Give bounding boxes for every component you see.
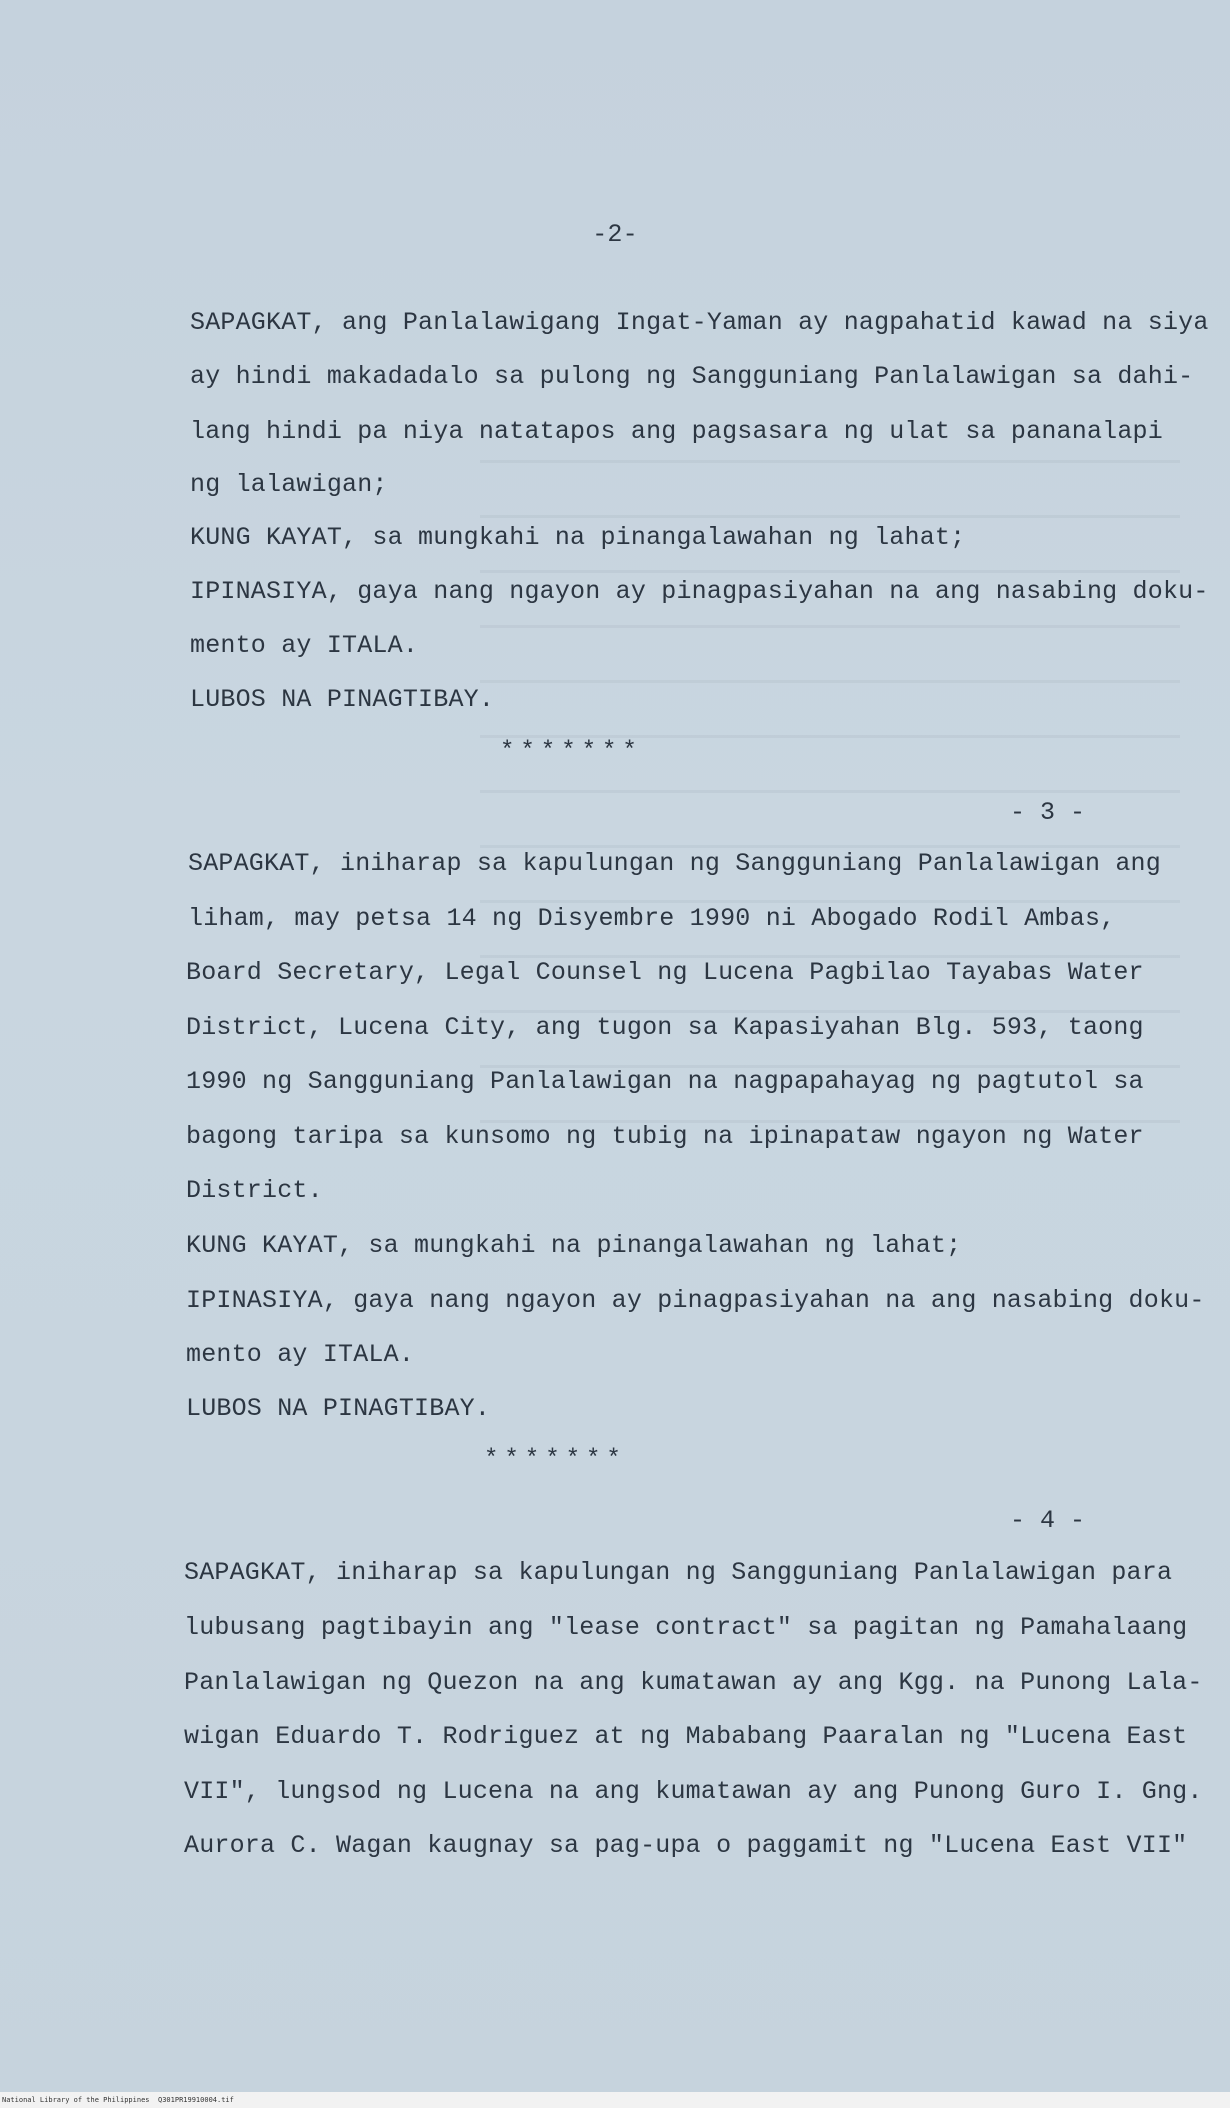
text-line: 1990 ng Sangguniang Panlalawigan na nagpapahayag ng pagtutol sa (186, 1067, 1144, 1096)
text-line: Aurora C. Wagan kaugnay sa pag-upa o paggamit ng "Lucena East VII" (184, 1831, 1188, 1860)
text-line: KUNG KAYAT, sa mungkahi na pinangalawahan ng lahat; (186, 1231, 962, 1260)
text-line: ay hindi makadadalo sa pulong ng Sangguniang Panlalawigan sa dahi- (190, 362, 1194, 391)
text-line: IPINASIYA, gaya nang ngayon ay pinagpasiyahan na ang nasabing doku- (190, 577, 1209, 606)
text-line: ng lalawigan; (190, 470, 388, 499)
separator-stars: ******* (500, 738, 643, 765)
footer-filename: Q301PR19910004.tif (158, 2096, 234, 2104)
text-line: wigan Eduardo T. Rodriguez at ng Mababang Paaralan ng "Lucena East (184, 1722, 1188, 1751)
text-line: mento ay ITALA. (190, 631, 419, 660)
footer-source: National Library of the Philippines (2, 2096, 150, 2104)
text-line: LUBOS NA PINAGTIBAY. (186, 1394, 491, 1423)
text-line: IPINASIYA, gaya nang ngayon ay pinagpasiyahan na ang nasabing doku- (186, 1286, 1205, 1315)
text-line: mento ay ITALA. (186, 1340, 415, 1369)
item-number: - 4 - (1009, 1506, 1085, 1535)
text-line: Board Secretary, Legal Counsel ng Lucena Pagbilao Tayabas Water (186, 958, 1144, 987)
text-line: KUNG KAYAT, sa mungkahi na pinangalawahan ng lahat; (190, 523, 966, 552)
scan-footer (0, 2092, 1230, 2108)
text-line: lang hindi pa niya natatapos ang pagsasara ng ulat sa pananalapi (190, 417, 1163, 446)
text-line: SAPAGKAT, iniharap sa kapulungan ng Sangguniang Panlalawigan ang (188, 849, 1161, 878)
text-line: VII", lungsod ng Lucena na ang kumatawan ay ang Punong Guro I. Gng. (184, 1777, 1203, 1806)
text-line: SAPAGKAT, ang Panlalawigang Ingat-Yaman ay nagpahatid kawad na siya (190, 308, 1209, 337)
page-number: -2- (592, 220, 638, 249)
text-line: bagong taripa sa kunsomo ng tubig na ipinapataw ngayon ng Water (186, 1122, 1144, 1151)
text-line: lubusang pagtibayin ang "lease contract" sa pagitan ng Pamahalaang (184, 1613, 1188, 1642)
text-line: District. (186, 1176, 323, 1205)
text-line: liham, may petsa 14 ng Disyembre 1990 ni Abogado Rodil Ambas, (188, 904, 1116, 933)
text-line: SAPAGKAT, iniharap sa kapulungan ng Sangguniang Panlalawigan para (184, 1558, 1173, 1587)
text-line: LUBOS NA PINAGTIBAY. (190, 685, 495, 714)
separator-stars: ******* (484, 1446, 627, 1473)
text-line: Panlalawigan ng Quezon na ang kumatawan ay ang Kgg. na Punong Lala- (184, 1668, 1203, 1697)
item-number: - 3 - (1009, 798, 1085, 827)
text-line: District, Lucena City, ang tugon sa Kapasiyahan Blg. 593, taong (186, 1013, 1144, 1042)
